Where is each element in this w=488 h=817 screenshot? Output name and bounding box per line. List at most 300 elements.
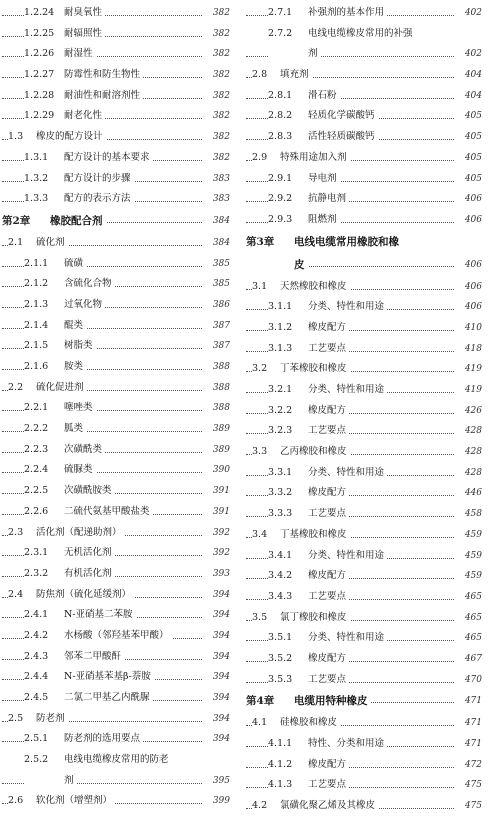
- toc-entry: [2, 274, 232, 295]
- toc-entry-number: 4.2: [252, 800, 268, 812]
- toc-entry-number: 2.8.1: [268, 89, 293, 101]
- toc-entry-page: 405: [463, 106, 482, 127]
- toc-entry-title: 轻质化学碳酸钙: [308, 110, 375, 122]
- toc-entry-title: 配方设计的步骤: [64, 172, 131, 184]
- toc-entry: [2, 106, 232, 127]
- toc-entry: [246, 504, 484, 525]
- toc-entry-title: 过氧化物: [64, 298, 103, 310]
- toc-entry-title: 橡皮配方: [308, 570, 347, 582]
- toc-entry-number: 2.1.5: [24, 340, 49, 352]
- toc-entry-page: 405: [463, 169, 482, 190]
- toc-entry-number: 第2章: [2, 214, 31, 227]
- toc-entry: [2, 127, 232, 148]
- toc-entry-page: 382: [211, 148, 230, 169]
- toc-entry-page: 391: [211, 502, 230, 523]
- toc-entry: [246, 210, 484, 231]
- toc-entry-number: 2.8.3: [268, 131, 293, 143]
- toc-entry-page: 395: [211, 771, 230, 792]
- toc-entry: [2, 419, 232, 440]
- toc-entry-title: 耐辐照性: [64, 27, 103, 39]
- toc-entry-page: 459: [463, 525, 482, 546]
- toc-entry-number: 2.2.2: [24, 423, 49, 435]
- toc-entry-title: 工艺要点: [308, 508, 347, 520]
- toc-entry-page: 388: [211, 398, 230, 419]
- toc-entry-page: 386: [211, 295, 230, 316]
- toc-entry-title: 次磺酰类: [64, 443, 103, 455]
- toc-entry: [246, 566, 484, 587]
- toc-entry: [2, 688, 232, 709]
- toc-entry-title: 防老剂: [36, 712, 65, 724]
- toc-entry-number: 3.4: [252, 528, 268, 540]
- toc-entry-title: 树脂类: [64, 340, 93, 352]
- toc-entry-title: 分类、特性和用途: [308, 549, 385, 561]
- toc-entry: [2, 357, 232, 378]
- toc-entry-title: 丁基橡胶和橡皮: [280, 528, 347, 540]
- toc-entry-page: 471: [463, 734, 482, 755]
- toc-entry: [246, 189, 484, 210]
- toc-entry: [246, 169, 484, 190]
- toc-entry-number: 2.4.5: [24, 692, 49, 703]
- toc-entry-title: 氯丁橡胶和橡皮: [280, 611, 347, 623]
- toc-entry: [246, 628, 484, 649]
- toc-entry-title: N-亚硝基苯基β-萘胺: [64, 671, 151, 683]
- toc-entry-number: 3.5.2: [268, 652, 293, 664]
- toc-entry-page: 385: [211, 274, 230, 295]
- toc-entry: [2, 295, 232, 316]
- toc-entry-number: 3.2.1: [268, 384, 293, 395]
- toc-chapter-entry: [246, 690, 484, 713]
- toc-entry: [2, 771, 232, 792]
- toc-entry: [2, 626, 232, 647]
- toc-entry: [246, 318, 484, 339]
- toc-entry-page: 394: [211, 585, 230, 606]
- toc-entry: [2, 86, 232, 107]
- toc-entry-title: 配方设计的基本要求: [64, 151, 150, 163]
- toc-entry-number: 2.8: [252, 69, 268, 81]
- toc-entry: [246, 775, 484, 796]
- toc-entry-page: 428: [463, 442, 482, 463]
- toc-entry: [2, 585, 232, 606]
- toc-entry-title: 电线电缆橡皮常用的防老: [64, 754, 169, 766]
- toc-entry: [246, 649, 484, 670]
- toc-entry-title: 防老剂的选用要点: [64, 733, 141, 745]
- toc-entry-title: 活化剂（配递助剂）: [36, 526, 122, 538]
- toc-entry-number: 3.5: [252, 611, 268, 623]
- toc-entry: [246, 401, 484, 422]
- toc-entry-number: 3.4.1: [268, 549, 293, 561]
- toc-entry-page: 382: [211, 24, 230, 45]
- toc-entry-title: 二硫代氨基甲酸盐类: [64, 505, 150, 517]
- toc-entry: [2, 791, 232, 812]
- toc-entry-title: 特性、分类和用途: [308, 738, 385, 749]
- toc-entry-title: 皮: [294, 258, 305, 271]
- toc-entry-page: 471: [463, 713, 482, 734]
- toc-entry: [246, 421, 484, 442]
- toc-entry: [246, 127, 484, 148]
- toc-entry-title: 阻燃剂: [308, 213, 337, 225]
- toc-entry-page: 404: [463, 86, 482, 107]
- toc-entry-number: 3.2.3: [268, 425, 293, 437]
- toc-entry: [246, 24, 484, 45]
- toc-entry-number: 3.4.3: [268, 590, 293, 602]
- toc-entry-page: 419: [463, 359, 482, 380]
- toc-entry-number: 2.4.3: [24, 650, 49, 662]
- toc-entry-number: 2.3: [8, 526, 24, 538]
- toc-entry-page: 402: [463, 44, 482, 65]
- toc-entry-page: 394: [211, 729, 230, 750]
- toc-entry: [2, 605, 232, 626]
- toc-entry-title: 电线电缆橡皮常用的补强: [308, 27, 413, 39]
- toc-entry-title: 无机活化剂: [64, 547, 112, 559]
- toc-entry-number: 4.1.1: [268, 738, 293, 749]
- toc-entry-page: 426: [463, 401, 482, 422]
- toc-entry-title: 橡皮的配方设计: [36, 131, 103, 143]
- toc-entry-number: 2.4.2: [24, 629, 49, 641]
- toc-entry-number: 2.2.4: [24, 464, 49, 476]
- toc-entry-title: 防焦剂（硫化延缓剂）: [36, 588, 132, 600]
- toc-entry-page: 390: [211, 460, 230, 481]
- toc-entry-number: 2.1.4: [24, 319, 49, 331]
- toc-entry-number: 1.2.28: [24, 89, 55, 101]
- toc-entry-number: 2.9.3: [268, 213, 293, 225]
- toc-entry-title: 氯磺化聚乙烯及其橡皮: [280, 800, 376, 812]
- toc-entry-number: 第3章: [246, 235, 275, 248]
- toc-entry-page: 385: [211, 254, 230, 275]
- toc-entry-page: 405: [463, 148, 482, 169]
- toc-entry-title: 分类、特性和用途: [308, 301, 385, 313]
- toc-entry-number: 2.9: [252, 151, 268, 163]
- toc-entry-number: 3.5.1: [268, 632, 293, 644]
- toc-entry-number: 2.6: [8, 795, 24, 807]
- toc-entry-page: 384: [211, 210, 230, 233]
- toc-entry-number: 2.9.2: [268, 193, 293, 205]
- toc-entry-page: 394: [211, 605, 230, 626]
- toc-entry-number: 第4章: [246, 695, 275, 708]
- toc-entry: [246, 713, 484, 734]
- toc-entry-number: 3.2.2: [268, 404, 293, 416]
- toc-entry-page: 387: [211, 316, 230, 337]
- toc-entry-title: 分类、特性和用途: [308, 466, 385, 478]
- toc-entry-title: 补强剂的基本作用: [308, 7, 385, 18]
- toc-entry: [246, 297, 484, 318]
- toc-entry-number: 1.2.25: [24, 27, 55, 39]
- toc-entry-page: 382: [211, 3, 230, 24]
- toc-entry-page: 393: [211, 564, 230, 585]
- toc-entry-title: 橡皮配方: [308, 487, 347, 499]
- toc-entry-title: 活性轻质碳酸钙: [308, 131, 375, 143]
- toc-entry: [2, 543, 232, 564]
- toc-entry-page: 419: [463, 380, 482, 401]
- toc-entry-number: 2.7.2: [268, 27, 293, 39]
- toc-entry-page: 382: [211, 86, 230, 107]
- toc-entry: [246, 442, 484, 463]
- toc-entry-number: 1.3.1: [24, 151, 49, 163]
- toc-entry-number: 2.2.1: [24, 402, 49, 414]
- toc-entry-number: 3.3.2: [268, 487, 293, 499]
- toc-entry-page: 405: [463, 127, 482, 148]
- toc-entry: [246, 44, 484, 65]
- toc-entry: [2, 44, 232, 65]
- toc-entry-title: 软化剂（增塑剂）: [36, 795, 113, 807]
- toc-entry-page: 406: [463, 297, 482, 318]
- toc-entry: [2, 254, 232, 275]
- toc-entry: [246, 106, 484, 127]
- toc-entry-title: 邻苯二甲酸酐: [64, 650, 122, 662]
- toc-entry-number: 3.1.3: [268, 342, 293, 354]
- toc-entry-number: 2.4.4: [24, 671, 49, 683]
- toc-entry-title: 工艺要点: [308, 779, 347, 791]
- toc-entry-page: 382: [211, 44, 230, 65]
- toc-entry: [2, 667, 232, 688]
- toc-entry-number: 2.2.5: [24, 485, 49, 497]
- toc-entry-number: 1.3.2: [24, 172, 49, 184]
- toc-entry-title: 分类、特性和用途: [308, 632, 385, 644]
- toc-entry: [2, 65, 232, 86]
- toc-entry-number: 2.1: [8, 236, 24, 248]
- toc-entry-title: 硫脲类: [64, 464, 93, 476]
- toc-entry-page: 475: [463, 796, 482, 817]
- toc-entry-page: 465: [463, 608, 482, 629]
- toc-entry-number: 3.5.3: [268, 673, 293, 685]
- toc-entry-title: 耐老化性: [64, 110, 103, 122]
- toc-entry: [2, 169, 232, 190]
- toc-entry: [246, 3, 484, 24]
- toc-entry-page: 399: [211, 791, 230, 812]
- toc-entry-title: 橡皮配方: [308, 652, 347, 664]
- toc-entry: [2, 750, 232, 771]
- toc-entry: [2, 316, 232, 337]
- toc-entry: [2, 460, 232, 481]
- toc-entry-page: 392: [211, 543, 230, 564]
- toc-entry: [246, 380, 484, 401]
- toc-entry-title: 导电剂: [308, 172, 337, 184]
- toc-entry: [246, 483, 484, 504]
- toc-entry: [246, 65, 484, 86]
- toc-entry-number: 4.1: [252, 717, 268, 729]
- toc-entry: [2, 502, 232, 523]
- toc-entry-number: 1.2.27: [24, 69, 55, 81]
- toc-entry-title: 次磺酰胺类: [64, 485, 112, 497]
- toc-entry-title: 丁苯橡胶和橡皮: [280, 363, 347, 375]
- toc-entry: [2, 148, 232, 169]
- toc-entry-number: 4.1.3: [268, 779, 293, 791]
- toc-entry-number: 2.5.2: [24, 754, 49, 766]
- toc-entry-page: 389: [211, 440, 230, 461]
- toc-entry-title: 耐湿性: [64, 48, 93, 60]
- toc-entry-page: 459: [463, 566, 482, 587]
- toc-entry-page: 406: [463, 210, 482, 231]
- toc-entry-page: 428: [463, 421, 482, 442]
- toc-entry-page: 465: [463, 628, 482, 649]
- toc-entry-number: 3.2: [252, 363, 268, 375]
- toc-entry-number: 3.4.2: [268, 570, 293, 582]
- toc-entry-title: 工艺要点: [308, 425, 347, 437]
- toc-entry-number: 1.3.3: [24, 193, 49, 205]
- toc-entry: [246, 546, 484, 567]
- toc-entry-page: 467: [463, 649, 482, 670]
- toc-entry-title: 工艺要点: [308, 673, 347, 685]
- toc-entry-page: 459: [463, 546, 482, 567]
- toc-entry-page: 382: [211, 106, 230, 127]
- toc-entry-title: 抗静电剂: [308, 193, 347, 205]
- toc-entry: [2, 481, 232, 502]
- toc-entry: [246, 463, 484, 484]
- toc-entry-page: 387: [211, 336, 230, 357]
- toc-entry-page: 388: [211, 378, 230, 399]
- toc-entry-number: 2.8.2: [268, 110, 293, 122]
- toc-entry-title: 有机活化剂: [64, 567, 112, 579]
- toc-entry: [246, 148, 484, 169]
- toc-entry-title: 电缆用特种橡皮: [294, 695, 368, 708]
- toc-entry-title: 噻唑类: [64, 402, 93, 414]
- toc-entry-number: 3.3: [252, 446, 268, 458]
- toc-entry-page: 402: [463, 3, 482, 24]
- toc-entry-page: 471: [463, 690, 482, 713]
- toc-entry-title: 硫化促进剂: [36, 381, 84, 393]
- toc-entry-number: 2.4: [8, 588, 24, 600]
- toc-chapter-entry: [246, 231, 484, 254]
- toc-entry-page: 383: [211, 189, 230, 210]
- toc-entry-title: N-亚硝基二苯胺: [64, 609, 133, 621]
- toc-entry-page: 382: [211, 65, 230, 86]
- toc-entry-number: 1.3: [8, 131, 24, 143]
- toc-entry-page: 394: [211, 709, 230, 730]
- toc-entry-number: 3.3.3: [268, 508, 293, 520]
- toc-entry-title: 橡皮配方: [308, 321, 347, 333]
- toc-entry: [2, 189, 232, 210]
- toc-entry-page: 465: [463, 587, 482, 608]
- toc-entry-number: 3.1.2: [268, 321, 293, 333]
- toc-entry-number: 3.3.1: [268, 466, 293, 478]
- toc-entry-number: 2.1.3: [24, 298, 49, 310]
- toc-entry: [2, 440, 232, 461]
- toc-entry: [246, 608, 484, 629]
- toc-entry: [2, 336, 232, 357]
- toc-entry-title: 乙丙橡胶和橡皮: [280, 446, 347, 458]
- toc-chapter-entry: [246, 254, 484, 277]
- toc-entry-title: 橡皮配方: [308, 758, 347, 770]
- toc-entry-title: 工艺要点: [308, 342, 347, 354]
- toc-entry-number: 4.1.2: [268, 758, 293, 770]
- toc-entry-title: 电线电缆常用橡胶和橡: [294, 235, 399, 248]
- toc-entry: [2, 398, 232, 419]
- toc-entry-page: 394: [211, 626, 230, 647]
- toc-entry-title: 水杨酸（邻羟基苯甲酸）: [64, 629, 169, 641]
- toc-entry-title: 含硫化合物: [64, 278, 112, 290]
- toc-entry-title: 橡胶配合剂: [50, 214, 103, 227]
- toc-entry: [246, 670, 484, 691]
- toc-entry-title: 剂: [64, 774, 74, 786]
- toc-entry-title: 配方的表示方法: [64, 193, 131, 205]
- toc-left-column: [2, 3, 232, 812]
- toc-entry-title: 填充剂: [280, 69, 309, 81]
- toc-entry-page: 394: [211, 667, 230, 688]
- toc-entry-number: 2.2: [8, 381, 24, 393]
- toc-entry: [246, 86, 484, 107]
- toc-entry-page: 394: [211, 647, 230, 668]
- toc-entry-title: 工艺要点: [308, 590, 347, 602]
- toc-entry: [2, 378, 232, 399]
- toc-entry-page: 389: [211, 419, 230, 440]
- toc-entry-number: 2.2.6: [24, 505, 49, 517]
- toc-entry-title: 硅橡胶和橡皮: [280, 717, 338, 729]
- toc-entry: [2, 729, 232, 750]
- toc-entry-number: 2.5: [8, 712, 24, 724]
- toc-entry-title: 剂: [308, 48, 318, 60]
- toc-entry-number: 2.1.1: [24, 257, 49, 269]
- toc-entry: [246, 587, 484, 608]
- toc-entry-page: 418: [463, 339, 482, 360]
- toc-entry-page: 475: [463, 775, 482, 796]
- toc-entry-number: 3.1.1: [268, 301, 293, 313]
- toc-entry-title: 硫化剂: [36, 236, 65, 248]
- toc-entry: [246, 359, 484, 380]
- toc-entry-number: 2.1.6: [24, 361, 49, 372]
- toc-entry-title: 醌类: [64, 319, 84, 331]
- toc-entry-title: 分类、特性和用途: [308, 384, 385, 395]
- toc-entry-page: 382: [211, 127, 230, 148]
- toc-entry: [2, 709, 232, 730]
- toc-entry-title: 防霉性和防生物性: [64, 69, 141, 81]
- toc-entry: [246, 525, 484, 546]
- toc-entry: [2, 647, 232, 668]
- toc-entry-number: 1.2.26: [24, 48, 55, 60]
- toc-entry: [246, 277, 484, 298]
- toc-entry-page: 410: [463, 318, 482, 339]
- toc-entry-title: 二氯二甲基乙内酰脲: [64, 692, 150, 703]
- toc-entry-title: 天然橡胶和橡皮: [280, 280, 347, 292]
- toc-entry-page: 406: [463, 189, 482, 210]
- toc-entry-number: 2.3.2: [24, 567, 49, 579]
- toc-entry: [246, 734, 484, 755]
- toc-entry-title: 耐油性和耐溶剂性: [64, 89, 141, 101]
- toc-entry-number: 2.1.2: [24, 278, 49, 290]
- toc-entry-title: 耐臭氧性: [64, 7, 103, 18]
- toc-entry-title: 胺类: [64, 361, 84, 372]
- toc-entry-title: 胍类: [64, 423, 84, 435]
- toc-entry: [2, 233, 232, 254]
- toc-entry: [246, 796, 484, 817]
- toc-entry-page: 384: [211, 233, 230, 254]
- toc-entry: [2, 523, 232, 544]
- toc-entry-title: 橡皮配方: [308, 404, 347, 416]
- toc-entry: [2, 3, 232, 24]
- toc-entry: [2, 564, 232, 585]
- toc-entry-page: 392: [211, 523, 230, 544]
- toc-entry: [2, 24, 232, 45]
- toc-entry-page: 383: [211, 169, 230, 190]
- toc-entry-number: 2.4.1: [24, 609, 49, 621]
- toc-entry-title: 硫磺: [64, 257, 84, 269]
- toc-entry-number: 2.9.1: [268, 172, 293, 184]
- toc-entry-page: 394: [211, 688, 230, 709]
- toc-entry-page: 388: [211, 357, 230, 378]
- toc-entry-title: 特殊用途加入剂: [280, 151, 347, 163]
- toc-entry-title: 滑石粉: [308, 89, 337, 101]
- toc-entry-page: 406: [463, 254, 482, 277]
- toc-entry-number: 2.2.3: [24, 443, 49, 455]
- toc-entry-number: 1.2.29: [24, 110, 55, 122]
- toc-entry-page: 458: [463, 504, 482, 525]
- toc-entry-page: 470: [463, 670, 482, 691]
- toc-entry-number: 2.7.1: [268, 7, 293, 18]
- toc-entry-number: 3.1: [252, 280, 268, 292]
- toc-entry-page: 391: [211, 481, 230, 502]
- toc-entry: [246, 755, 484, 776]
- toc-entry-page: 472: [463, 755, 482, 776]
- toc-chapter-entry: [2, 210, 232, 233]
- toc-entry-number: 1.2.24: [24, 7, 55, 18]
